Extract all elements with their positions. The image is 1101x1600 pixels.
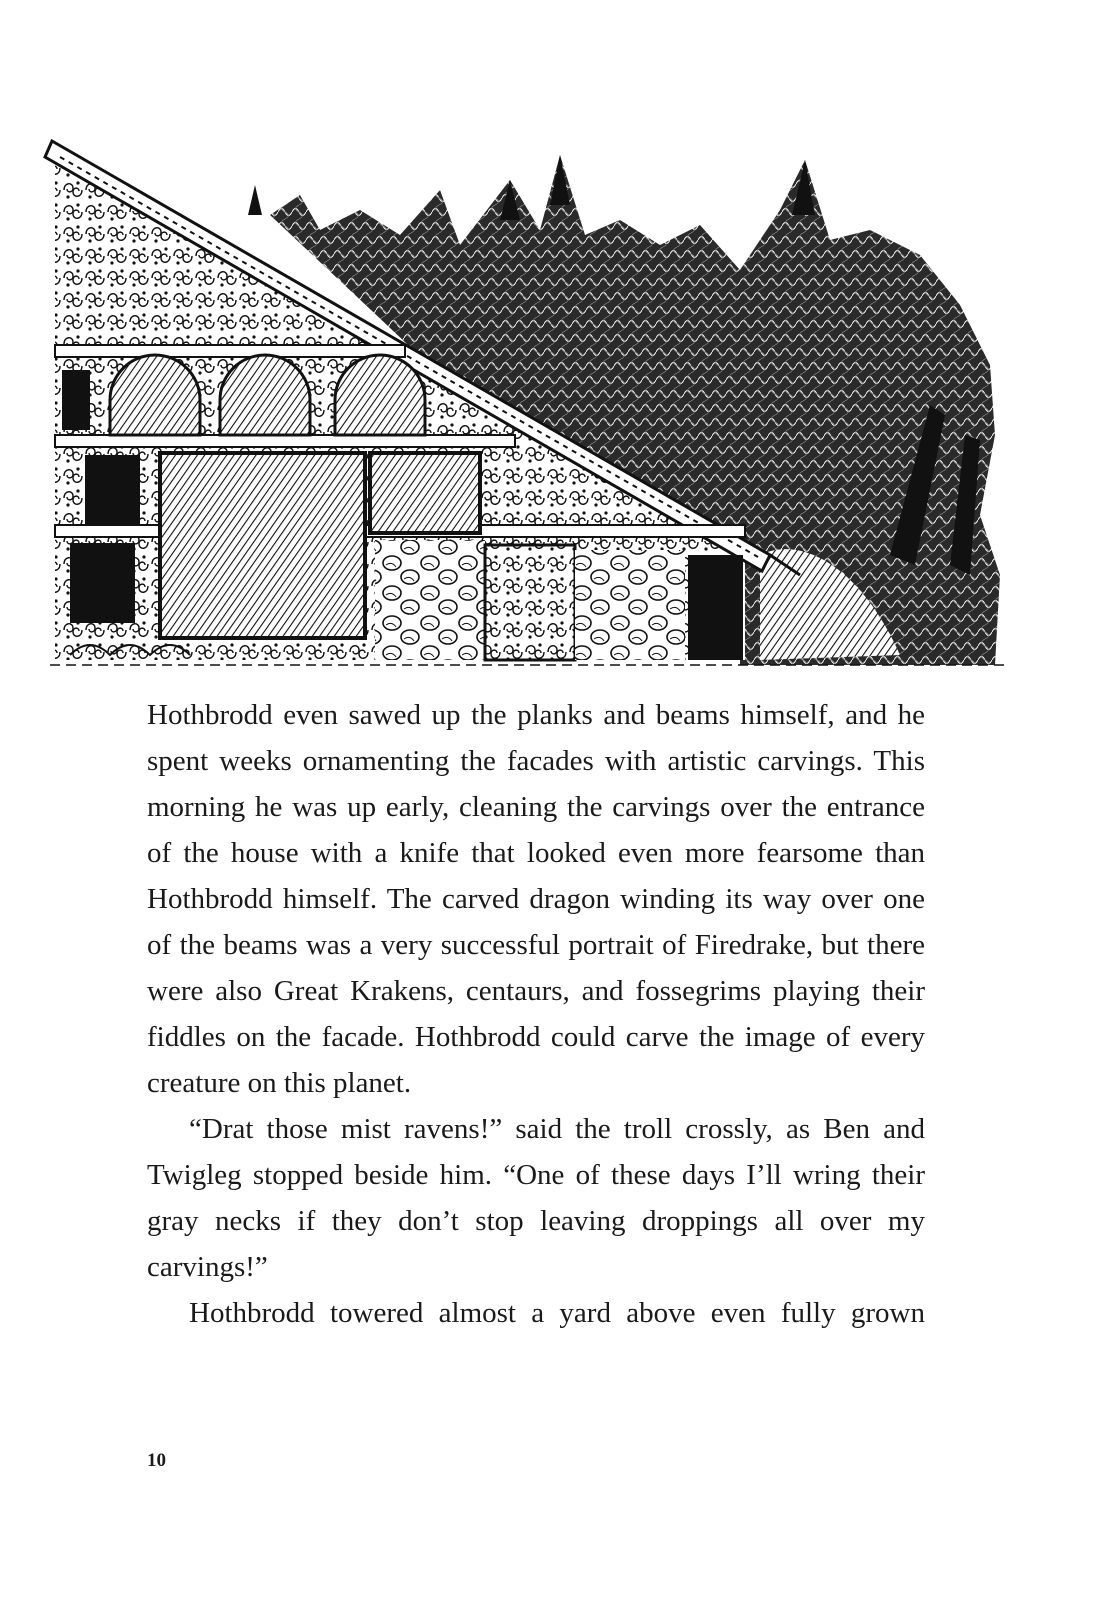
house-in-forest-illustration bbox=[40, 135, 1010, 680]
paragraph-3: Hothbrodd towered almost a yard above even fully grown bbox=[189, 1297, 925, 1329]
paragraph-1: Hothbrodd even sawed up the planks and beams himself, and he spent weeks ornamenting the facades with artistic carvings. This morning he was up early, cleaning the carvings over the entrance of the house with a knife that looked even more fearsome than Hothbrodd himself. The carved dragon winding its way over one of the beams was a very successful portrait of Firedrake, but there were also Great Krakens, centaurs, and fossegrims playing their fiddles on the facade. Hothbrodd could carve the image of every creature on this planet. bbox=[147, 699, 925, 1099]
paragraph-2: “Drat those mist ravens!” said the troll crossly, as Ben and Twigleg stopped beside him. “One of these days I’ll wring their gray necks if they don’t stop leaving droppings all over my carvings!” bbox=[147, 1113, 925, 1283]
body-text bbox=[147, 692, 925, 1336]
page-number: 10 bbox=[147, 1450, 166, 1471]
